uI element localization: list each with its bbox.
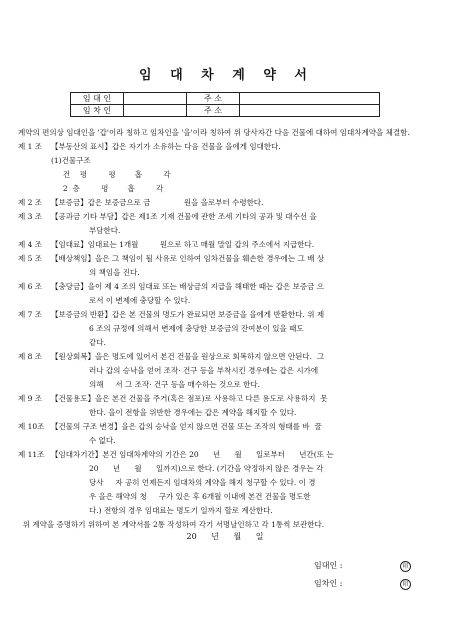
- parties-table: [70, 92, 380, 117]
- article-line: 【공과금 기타 부담】갑은 제1조 기재 건물에 관한 조세 기타의 공과 및 대수선 을: [51, 212, 317, 221]
- article-line: 【임대료】임대료는 1개월 원으로 하고 매월 말일 갑의 주소에서 지급한다.: [51, 240, 315, 249]
- article-line: 러나 갑의 승낙을 얻어 조작· 건구 등을 부착시킨 경우에는 갑은 시가에: [89, 366, 319, 375]
- article-text: [51, 308, 442, 350]
- article-line: 건 평 평 홉 각: [51, 170, 171, 179]
- article-number: 제 10조: [18, 422, 45, 431]
- article-number: 제 1 조: [18, 142, 43, 151]
- article-line: 6 조의 규정에 의해서 변제에 충당한 보증금의 잔여분이 있을 때도: [89, 324, 304, 333]
- article-3: [18, 210, 442, 238]
- lessor-name-cell[interactable]: [124, 93, 187, 105]
- lessee-address-cell[interactable]: [240, 105, 380, 117]
- lessee-row: [71, 105, 380, 117]
- article-text: [51, 140, 442, 196]
- article-number: 제 8 조: [18, 352, 43, 361]
- intro-paragraph: 계약의 편의상 임대인을 '갑'이라 칭하고 임차인을 '을'이라 칭하여 위 당사자간 다음 건물에 대하여 임대차계약을 체결함.: [18, 128, 410, 137]
- article-8: [18, 350, 442, 392]
- article-number: 제 2 조: [18, 198, 43, 207]
- article-line: 【보증금】갑은 보증금으로 금 원을 을로부터 수령한다.: [51, 198, 264, 207]
- article-10: [18, 420, 442, 448]
- articles-list: [18, 140, 442, 518]
- lessor-signature-label: 임대인 :: [314, 561, 343, 570]
- article-number: 제 3 조: [18, 212, 43, 221]
- lessor-address-label: 주 소: [187, 93, 240, 105]
- article-line: 【배상책임】을은 그 책임이 될 사유로 인하여 임차건물을 훼손한 경우에는 그 배 상: [51, 254, 325, 263]
- lessor-row: [71, 93, 380, 105]
- article-number: 제 9 조: [18, 394, 43, 403]
- article-line: 한다. 을이 전항을 위반한 경우에는 갑은 계약을 해지할 수 있다.: [89, 408, 297, 417]
- contract-date: 20 년 월 일: [186, 532, 264, 541]
- article-number: 제 5 조: [18, 254, 43, 263]
- document-title: 임 대 차 계 약 서: [139, 68, 311, 83]
- article-text: [51, 196, 442, 210]
- article-1: [18, 140, 442, 196]
- article-text: [51, 252, 442, 280]
- article-line: 【건물용도】을은 본건 건물을 주거(혹은 점포)로 사용하고 다른 용도로 사용하지 못: [51, 394, 328, 403]
- article-line: 의해 서 그 조작· 건구 등을 매수하는 것으로 한다.: [89, 380, 261, 389]
- article-6: [18, 280, 442, 308]
- article-line: 【보증금의 반환】갑은 본 건물의 명도가 완료되면 보증금을 을에게 반환한다. 위 제: [51, 310, 325, 319]
- article-2: [18, 196, 442, 210]
- article-9: [18, 392, 442, 420]
- article-line: 【임대차기간】본건 임대차계약의 기간은 20 년 월 일로부터 년간(또 는: [51, 450, 334, 459]
- article-line: 다.) 전항의 경우 임대료는 명도기 일까지 할로 계산한다.: [89, 506, 273, 515]
- article-7: [18, 308, 442, 350]
- article-line: 【건물의 구조 변경】을은 갑의 승낙을 얻지 않으면 건물 또는 조작의 형태를 바 꿀: [51, 422, 322, 431]
- lessor-seal-icon: 印: [400, 561, 411, 572]
- closing-paragraph: 위 계약을 증명하기 위하여 본 계약서를 2통 작성하여 각기 서명날인하고 각 1통씩 보관한다.: [18, 520, 325, 529]
- article-11: [18, 448, 442, 518]
- article-number: 제 6 조: [18, 282, 43, 291]
- lessor-address-cell[interactable]: [240, 93, 380, 105]
- lessee-signature-label: 임차인 :: [314, 579, 343, 588]
- article-text: [51, 210, 442, 238]
- article-number: 제 4 조: [18, 240, 43, 249]
- article-text: [51, 350, 442, 392]
- article-text: [51, 238, 442, 252]
- article-line: 의 책임을 진다.: [89, 268, 140, 277]
- article-line: 【충당금】을이 제 4 조의 임대료 또는 배상금의 지급을 해태한 때는 갑은 보증금 으: [51, 282, 324, 291]
- article-line: 당사 자 공히 언제든지 임대차의 계약을 해지 청구할 수 있다. 이 경: [89, 478, 316, 487]
- article-text: [51, 448, 442, 518]
- lessee-seal-icon: 印: [400, 579, 411, 590]
- article-line: 수 없다.: [89, 436, 116, 445]
- contract-body: [18, 126, 442, 532]
- article-line: 20 년 월 일까지)으로 한다. (기간을 약정하지 않은 경우는 각: [89, 464, 324, 473]
- article-line: 2 층 평 홉 각: [51, 184, 164, 193]
- article-line: 우 을은 해약의 청 구가 있은 후 6개월 이내에 본건 건물을 명도한: [89, 492, 311, 501]
- article-text: [51, 280, 442, 308]
- lessee-label: 임 차 인: [71, 105, 124, 117]
- article-4: [18, 238, 442, 252]
- article-line: 로서 이 변제에 충당할 수 있다.: [89, 296, 191, 305]
- article-text: [51, 392, 442, 420]
- article-line: 부담한다.: [89, 226, 121, 235]
- article-line: 【부동산의 표시】갑은 자기가 소유하는 다음 건물을 을에게 임대한다.: [51, 142, 281, 151]
- lessee-address-label: 주 소: [187, 105, 240, 117]
- article-number: 제 7 조: [18, 310, 43, 319]
- article-line: 같다.: [89, 338, 106, 347]
- article-text: [51, 420, 442, 448]
- article-number: 제 11조: [18, 450, 45, 459]
- article-5: [18, 252, 442, 280]
- article-line: (1)건물구조: [51, 156, 91, 165]
- lessor-label: 임 대 인: [71, 93, 124, 105]
- article-line: 【원상회복】을은 명도에 있어서 본건 건물을 원상으로 회복하지 않으면 안된다. 그: [51, 352, 325, 361]
- lessee-name-cell[interactable]: [124, 105, 187, 117]
